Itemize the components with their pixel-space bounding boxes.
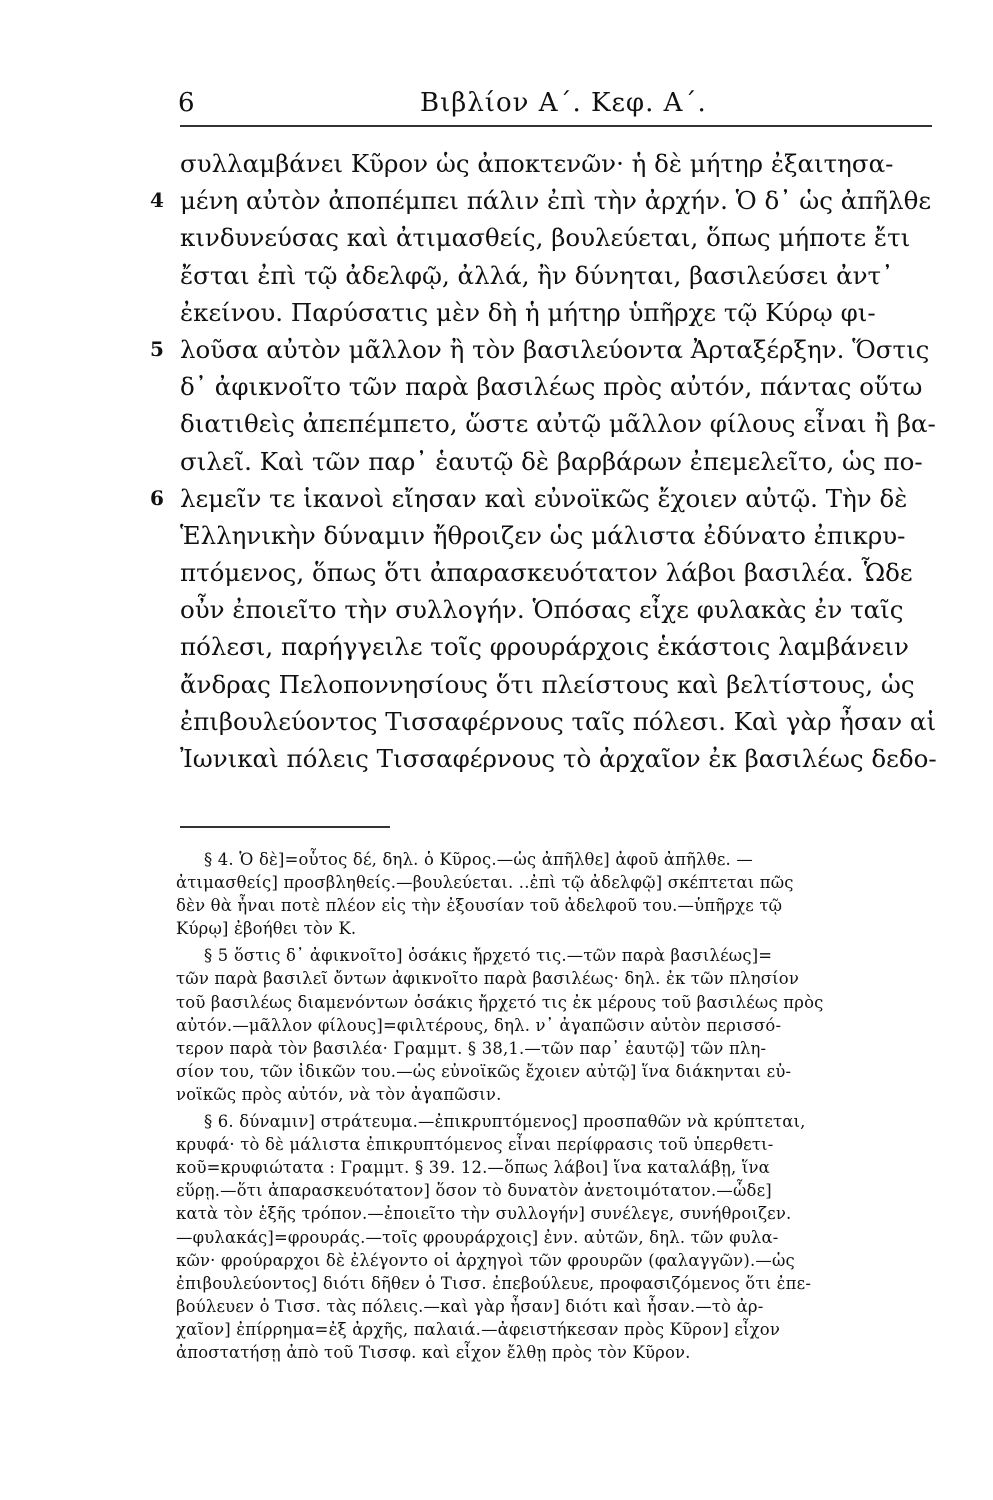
line-text: λεμεῖν τε ἱκανοὶ εἴησαν καὶ εὐνοϊκῶς ἔχοιεν αὐτῷ. Τὴν δὲ (180, 483, 908, 513)
text-line (180, 368, 940, 405)
text-line (180, 703, 940, 740)
section-number: 4 (150, 188, 164, 213)
line-text: κινδυνεύσας καὶ ἀτιμασθείς, βουλεύεται, ὅπως μήποτε ἔτι (180, 223, 911, 253)
footnotes (176, 848, 946, 1364)
footnote-line: ἀτιμασθείς] προσβληθείς.—βουλεύεται. ..ἐπὶ τῷ ἀδελφῷ] σκέπτεται πῶς (176, 873, 794, 893)
line-text: μένη αὐτὸν ἀποπέμπει πάλιν ἐπὶ τὴν ἀρχήν. Ὁ δ᾽ ὡς ἀπῆλθε (180, 186, 932, 216)
footnote-line: Κύρῳ] ἐβοήθει τὸν Κ. (176, 919, 357, 939)
line-text: ἐπιβουλεύοντος Τισσαφέρνους ταῖς πόλεσι. Καὶ γὰρ ἦσαν αἱ (180, 706, 937, 736)
text-line (180, 591, 940, 628)
section-number: 6 (150, 485, 164, 510)
footnote-line: χαῖον] ἐπίρρημα=ἐξ ἀρχῆς, παλαιά.—ἀφειστήκεσαν πρὸς Κῦρον] εἶχον (176, 1319, 781, 1339)
footnote-line: κοῦ=κρυφιώτατα : Γραμμτ. § 39. 12.—ὅπως λάβοι] ἵνα καταλάβῃ, ἵνα (176, 1158, 770, 1178)
line-text: Ἑλληνικὴν δύναμιν ἤθροιζεν ὡς μάλιστα ἐδύνατο ἐπικρυ- (180, 520, 906, 550)
line-text: πτόμενος, ὅπως ὅτι ἀπαρασκευότατον λάβοι βασιλέα. Ὧδε (180, 558, 913, 588)
footnote-line: κρυφά· τὸ δὲ μάλιστα ἐπικρυπτόμενος εἶναι περίφρασις τοῦ ὑπερθετι- (176, 1135, 774, 1155)
footnote-line: § 4. Ὁ δὲ]=οὗτος δέ, δηλ. ὁ Κῦρος.—ὡς ἀπῆλθε] ἀφοῦ ἀπῆλθε. — (204, 850, 753, 869)
text-line (180, 219, 940, 256)
footnote-line: ἐπιβουλεύοντος] διότι δῆθεν ὁ Τισσ. ἐπεβούλευε, προφασιζόμενος ὅτι ἐπε- (176, 1273, 812, 1293)
text-line (180, 443, 940, 480)
line-text: συλλαμβάνει Κῦρον ὡς ἀποκτενῶν· ἡ δὲ μήτηρ ἐξαιτησα- (180, 149, 894, 178)
line-text: πόλεσι, παρήγγειλε τοῖς φρουράρχοις ἑκάστοις λαμβάνειν (180, 632, 909, 662)
footnote-line: —φυλακάς]=φρουράς.—τοῖς φρουράρχοις] ἐνν. αὐτῶν, δηλ. τῶν φυλα- (176, 1227, 779, 1247)
line-text: οὖν ἐποιεῖτο τὴν συλλογήν. Ὁπόσας εἶχε φυλακὰς ἐν ταῖς (180, 595, 904, 625)
footnote-line: τῶν παρὰ βασιλεῖ ὄντων ἀφικνοῖτο παρὰ βασιλέως· δηλ. ἐκ τῶν πλησίον (176, 969, 800, 989)
footnote-line: § 6. δύναμιν] στράτευμα.—ἐπικρυπτόμενος] προσπαθῶν νὰ κρύπτεται, (204, 1112, 806, 1132)
footnote-line: τερον παρὰ τὸν βασιλέα· Γραμμτ. § 38,1.—τῶν παρ᾽ ἑαυτῷ] τῶν πλη- (176, 1038, 767, 1058)
footnote-rule (180, 826, 390, 828)
footnote-line: δὲν θὰ ἦναι ποτὲ πλέον εἰς τὴν ἐξουσίαν τοῦ ἀδελφοῦ του.—ὑπῆρχε τῷ (176, 896, 783, 916)
footnote-line: εὕρῃ.—ὅτι ἀπαρασκευότατον] ὅσον τὸ δυνατὸν ἀνετοιμότατον.—ὧδε] (176, 1181, 772, 1201)
footnote-line: τοῦ βασιλέως διαμενόντων ὁσάκις ἤρχετό τις ἐκ μέρους τοῦ βασιλέως πρὸς (176, 992, 824, 1012)
line-text: διατιθεὶς ἀπεπέμπετο, ὥστε αὐτῷ μᾶλλον φίλους εἶναι ἢ βα- (180, 409, 936, 439)
footnote-line: σίον του, τῶν ἰδικῶν του.—ὡς εὐνοϊκῶς ἔχοιεν αὐτῷ] ἵνα διάκηνται εὐ- (176, 1061, 792, 1081)
footnote-line: κατὰ τὸν ἑξῆς τρόπον.—ἐποιεῖτο τὴν συλλογήν] συνέλεγε, συνήθροιζεν. (176, 1204, 792, 1224)
line-text: δ᾽ ἀφικνοῖτο τῶν παρὰ βασιλέως πρὸς αὐτόν, πάντας οὕτω (180, 372, 923, 402)
main-text (150, 145, 940, 777)
text-line (180, 666, 940, 703)
text-line (180, 294, 940, 331)
line-text: Ἰωνικαὶ πόλεις Τισσαφέρνους τὸ ἀρχαῖον ἐκ βασιλέως δεδο- (180, 744, 937, 773)
line-text: λοῦσα αὐτὸν μᾶλλον ἢ τὸν βασιλεύοντα Ἀρταξέρξην. Ὅστις (180, 334, 930, 364)
page-number: 6 (178, 88, 195, 118)
line-text: ἄνδρας Πελοποννησίους ὅτι πλείστους καὶ βελτίστους, ὡς (180, 669, 915, 699)
footnote-line: ἀποστατήσῃ ἀπὸ τοῦ Τισσφ. καὶ εἶχον ἔλθῃ πρὸς τὸν Κῦρον. (176, 1342, 691, 1362)
footnote-line: § 5 ὅστις δ᾽ ἀφικνοῖτο] ὁσάκις ἤρχετό τις.—τῶν παρὰ βασιλέως]= (204, 946, 773, 966)
text-line (180, 257, 940, 294)
line-text: ἐκείνου. Παρύσατις μὲν δὴ ἡ μήτηρ ὑπῆρχε τῷ Κύρῳ φι- (180, 297, 876, 327)
text-line (180, 740, 940, 777)
text-line (180, 517, 940, 554)
text-line (150, 331, 940, 368)
header-rule (180, 125, 932, 127)
text-line (180, 628, 940, 665)
footnote-line: νοϊκῶς πρὸς αὐτόν, νὰ τὸν ἀγαπῶσιν. (176, 1084, 502, 1104)
text-line (180, 145, 940, 182)
text-line (150, 182, 940, 219)
footnote-line: αὐτόν.—μᾶλλον φίλους]=φιλτέρους, δηλ. ν᾽ ἀγαπῶσιν αὐτὸν περισσό- (176, 1015, 782, 1035)
footnote-line: κῶν· φρούραρχοι δὲ ἐλέγοντο οἱ ἀρχηγοὶ τῶν φρουρῶν (φαλαγγῶν).—ὡς (176, 1250, 795, 1270)
text-line (150, 480, 940, 517)
text-line (180, 405, 940, 442)
line-text: σιλεῖ. Καὶ τῶν παρ᾽ ἑαυτῷ δὲ βαρβάρων ἐπεμελεῖτο, ὡς πο- (180, 446, 923, 476)
running-head: Βιβλίον Α΄. Κεφ. Α΄. (420, 88, 707, 118)
footnote-line: βούλευεν ὁ Τισσ. τὰς πόλεις.—καὶ γὰρ ἦσαν] διότι καὶ ἦσαν.—τὸ ἀρ- (176, 1296, 764, 1316)
section-number: 5 (150, 336, 164, 361)
line-text: ἔσται ἐπὶ τῷ ἀδελφῷ, ἀλλά, ἢν δύνηται, βασιλεύσει ἀντ᾽ (180, 260, 894, 290)
text-line (180, 554, 940, 591)
